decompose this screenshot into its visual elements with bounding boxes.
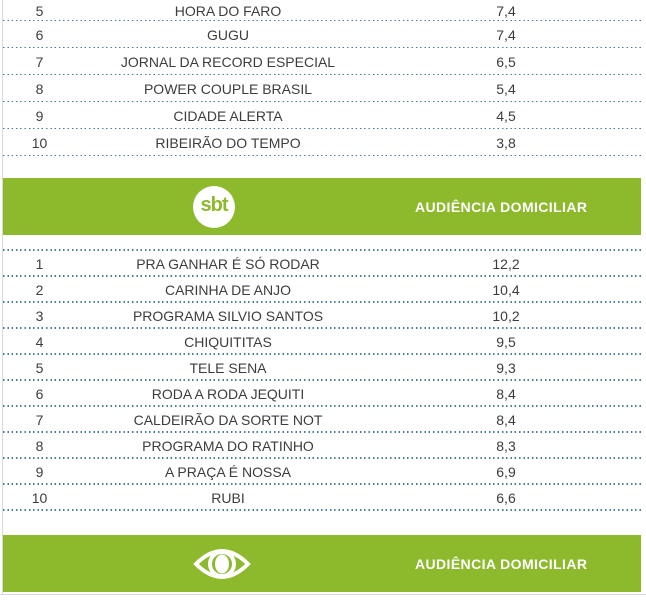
table-row: [3, 129, 642, 156]
table-row: [3, 0, 642, 21]
sbt-logo: [193, 186, 235, 228]
rating-cell: 9,5: [496, 333, 516, 350]
rating-cell: 10,2: [492, 307, 520, 324]
rank-cell: 9: [35, 107, 44, 124]
rank-cell: 5: [35, 359, 44, 376]
rank-cell: 9: [35, 463, 44, 480]
program-cell: TELE SENA: [189, 359, 267, 376]
program-cell: PROGRAMA SILVIO SANTOS: [132, 307, 324, 324]
table-row: [3, 355, 642, 381]
rank-cell: 6: [35, 26, 44, 43]
rating-cell: 4,5: [496, 107, 516, 124]
program-cell: CALDEIRÃO DA SORTE NOT: [133, 411, 323, 428]
rating-cell: 12,2: [492, 255, 520, 272]
top-table: [3, 0, 642, 156]
program-cell: CARINHA DE ANJO: [164, 281, 292, 298]
table-row: [3, 303, 642, 329]
band-section-title: AUDIÊNCIA DOMICILIAR: [415, 555, 588, 572]
program-cell: RODA A RODA JEQUITI: [151, 385, 305, 402]
table-row: [3, 485, 642, 511]
rating-cell: 8,4: [496, 411, 516, 428]
rating-cell: 9,3: [496, 359, 516, 376]
table-row: [3, 277, 642, 303]
program-cell: PROGRAMA DO RATINHO: [142, 437, 314, 454]
rank-cell: 6: [35, 385, 44, 402]
program-cell: GUGU: [207, 26, 249, 43]
program-cell: POWER COUPLE BRASIL: [143, 80, 313, 97]
band-logo: [193, 548, 251, 580]
table-row: [3, 102, 642, 129]
sbt-section-title: AUDIÊNCIA DOMICILIAR: [415, 198, 588, 215]
rating-cell: 7,4: [496, 26, 516, 43]
rating-cell: 5,4: [496, 80, 516, 97]
rank-cell: 2: [35, 281, 44, 298]
program-cell: A PRAÇA É NOSSA: [164, 463, 292, 480]
rank-cell: 5: [35, 2, 44, 19]
band-eye-icon: [193, 548, 251, 580]
table-row: [3, 407, 642, 433]
rank-cell: 7: [35, 53, 44, 70]
table-row: [3, 381, 642, 407]
rank-cell: 8: [35, 80, 44, 97]
table-row: [3, 75, 642, 102]
table-row: [3, 459, 642, 485]
table-row: [3, 48, 642, 75]
sbt-logo-icon: [193, 186, 235, 228]
program-cell: CHIQUITITAS: [184, 333, 272, 350]
rating-cell: 3,8: [496, 134, 516, 151]
rating-cell: 7,4: [496, 2, 516, 19]
bottom-divider-line: [0, 594, 646, 595]
rating-cell: 6,6: [496, 489, 516, 506]
rating-cell: 8,4: [496, 385, 516, 402]
program-cell: CIDADE ALERTA: [173, 107, 283, 124]
table-row: [3, 21, 642, 48]
sbt-logo-text: sbt: [200, 194, 228, 216]
rating-cell: 6,5: [496, 53, 516, 70]
program-cell: RIBEIRÃO DO TEMPO: [155, 134, 301, 151]
program-cell: RUBI: [211, 489, 245, 506]
rank-cell: 1: [35, 255, 44, 272]
table-row: [3, 329, 642, 355]
program-cell: JORNAL DA RECORD ESPECIAL: [120, 53, 336, 70]
program-cell: HORA DO FARO: [174, 2, 282, 19]
sbt-header-bar: [3, 178, 641, 235]
band-header-bar: [3, 535, 641, 592]
table-row: [3, 433, 642, 459]
rating-cell: 10,4: [492, 281, 520, 298]
rank-cell: 8: [35, 437, 44, 454]
rank-cell: 4: [35, 333, 44, 350]
program-cell: PRA GANHAR É SÓ RODAR: [136, 255, 320, 272]
rank-cell: 3: [35, 307, 44, 324]
rating-cell: 8,3: [496, 437, 516, 454]
sbt-table: [3, 249, 642, 511]
rank-cell: 7: [35, 411, 44, 428]
rank-cell: 10: [31, 134, 48, 151]
rank-cell: 10: [31, 489, 48, 506]
table-row: [3, 251, 642, 277]
rating-cell: 6,9: [496, 463, 516, 480]
